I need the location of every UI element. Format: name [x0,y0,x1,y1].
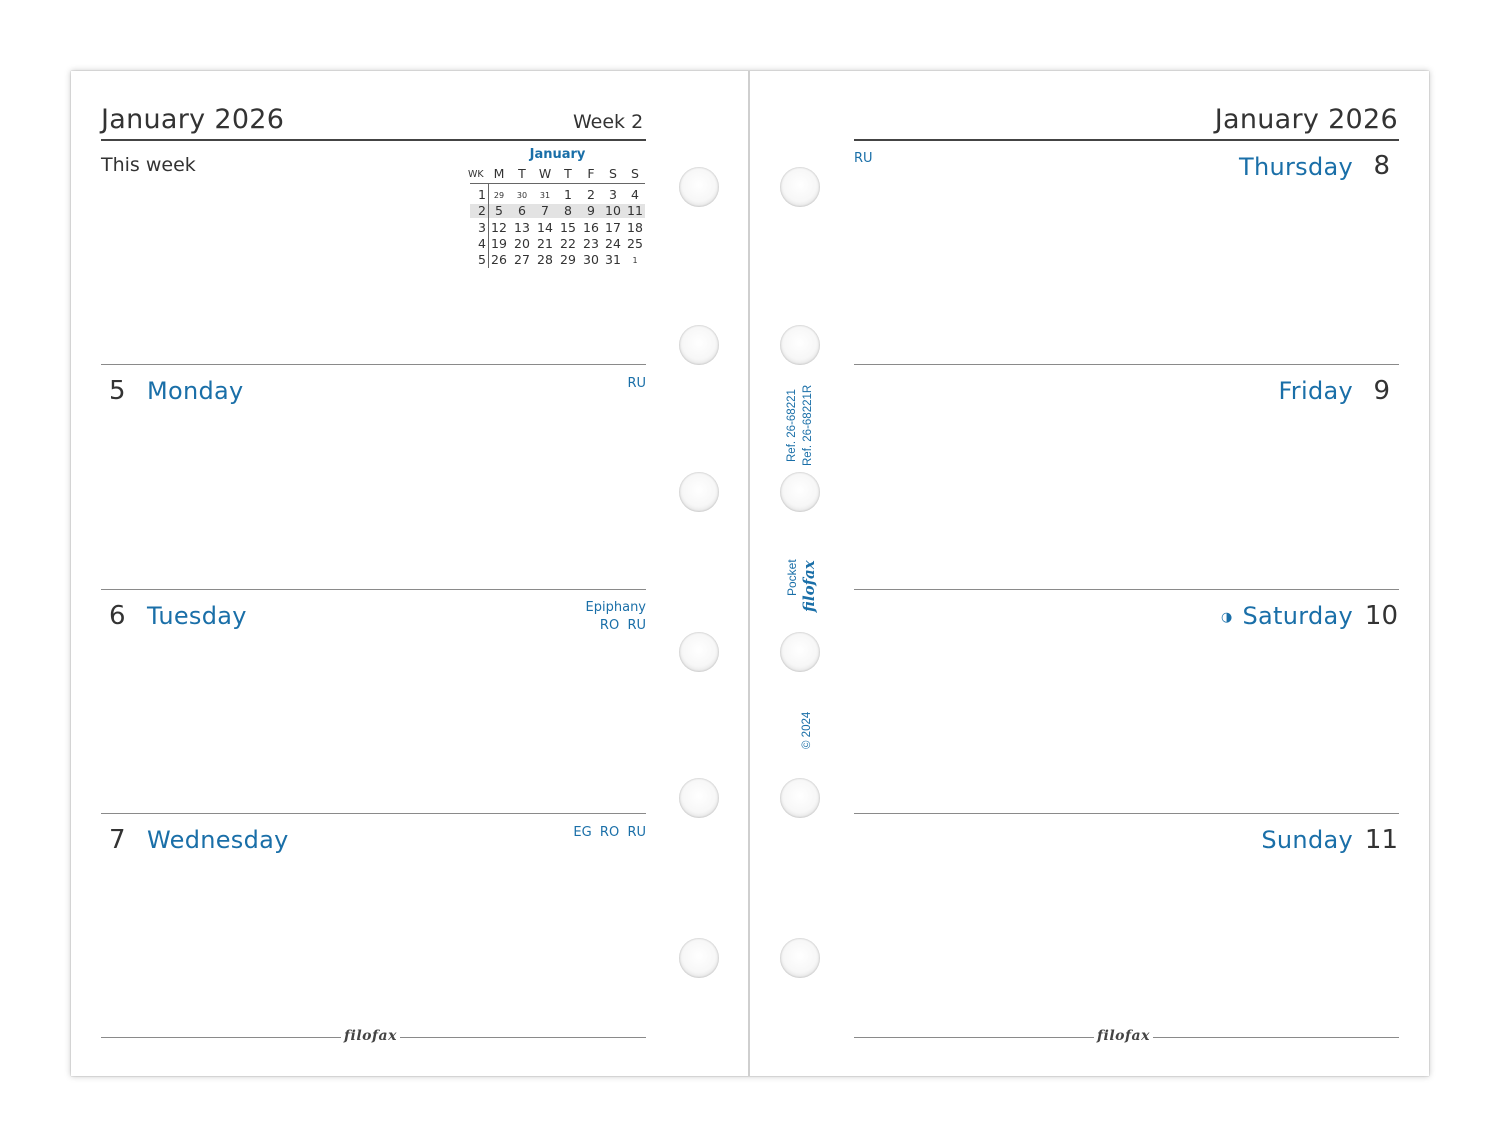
binder-hole [679,472,719,512]
mini-calendar-month: January [529,147,586,162]
mini-calendar-day: 9 [587,203,595,219]
mini-calendar-day: 20 [514,235,530,251]
mini-calendar-day: 13 [514,219,530,235]
mini-calendar-day: 1 [564,187,572,202]
filofax-logo-gutter: filofax [800,560,818,612]
day-name-friday: Friday [1278,377,1353,405]
mini-calendar-day: 6 [518,203,526,219]
day-name-thursday: Thursday [1239,153,1353,181]
reference-code-1: Ref. 26-68221 [786,389,798,462]
binder-hole [679,938,719,978]
mini-calendar-header-cell: W [538,166,552,181]
mini-calendar-header-rule [470,183,645,184]
holiday-note-wednesday: EG RO RU [573,825,646,840]
mini-calendar-day: 25 [627,235,643,251]
mini-calendar-day: 30 [516,191,528,200]
mini-calendar-day: 5 [495,203,503,219]
mini-calendar-day: 28 [537,252,553,268]
binder-hole [679,167,719,207]
day-divider [101,364,646,365]
mini-calendar-day: 4 [631,187,639,202]
mini-calendar-week-number: 5 [478,252,486,268]
day-number-tuesday: 6 [109,601,126,631]
mini-calendar-day: 31 [605,252,621,268]
mini-calendar-day: 31 [539,191,551,200]
mini-calendar-day: 1 [632,256,638,266]
binder-hole [780,632,820,672]
copyright: © 2024 [801,711,813,749]
mini-calendar-header-cell: T [518,166,526,181]
mini-calendar-header-cell: M [493,166,505,181]
mini-calendar-week-number: 4 [478,235,486,251]
holiday-note-tuesday-1: Epiphany [585,600,646,615]
binder-hole [780,472,820,512]
this-week-label: This week [101,154,196,176]
mini-calendar-day: 19 [491,235,507,251]
day-divider [101,813,646,814]
day-number-saturday: 10 [1364,601,1398,631]
holiday-note-tuesday-2: RO RU [599,618,646,633]
day-name-wednesday: Wednesday [147,826,289,854]
binder-hole [780,938,820,978]
center-gutter [748,71,750,1076]
mini-calendar-day: 2 [587,187,595,202]
binder-hole [780,778,820,818]
day-number-thursday: 8 [1373,151,1390,181]
holiday-note-thursday: RU [854,151,873,166]
binder-hole [679,778,719,818]
mini-calendar-day: 26 [491,252,507,268]
day-number-sunday: 11 [1364,825,1398,855]
right-header-rule [854,139,1399,141]
mini-calendar-day: 17 [605,219,621,235]
left-month-title: January 2026 [101,104,285,135]
binder-hole [780,167,820,207]
day-number-friday: 9 [1373,376,1390,406]
mini-calendar-day: 23 [583,235,599,251]
mini-calendar-day: 3 [609,187,617,202]
day-name-tuesday: Tuesday [147,602,247,630]
mini-calendar-day: 14 [537,219,553,235]
mini-calendar-day: 16 [583,219,599,235]
week-number: Week 2 [573,111,644,133]
mini-calendar-day: 27 [514,252,530,268]
mini-calendar-week-number: 1 [478,187,486,202]
day-name-monday: Monday [147,377,244,405]
left-header-rule [101,139,646,141]
mini-calendar-header-cell: F [587,166,595,181]
day-divider [854,589,1399,590]
mini-calendar-header-cell: S [631,166,639,181]
binder-hole [679,325,719,365]
mini-calendar-day: 11 [627,203,643,219]
day-number-monday: 5 [109,376,126,406]
mini-calendar-day: 22 [560,235,576,251]
mini-calendar-day: 12 [491,219,507,235]
day-name-saturday: Saturday [1242,602,1353,630]
mini-calendar-day: 10 [605,203,621,219]
day-divider [854,813,1399,814]
mini-calendar-header-cell: T [564,166,572,181]
mini-calendar-day: 30 [583,252,599,268]
planner-spread [71,71,1429,1076]
mini-calendar-day: 15 [560,219,576,235]
binder-hole [679,632,719,672]
filofax-logo-right: filofax [1094,1028,1153,1044]
mini-calendar-header-cell: S [609,166,617,181]
mini-calendar-header-cell: WK [468,169,484,180]
day-divider [101,589,646,590]
mini-calendar-day: 7 [541,203,549,219]
mini-calendar-day: 21 [537,235,553,251]
day-number-wednesday: 7 [109,825,126,855]
moon-phase-icon: ◑ [1221,610,1233,625]
mini-calendar-day: 8 [564,203,572,219]
right-month-title: January 2026 [1214,104,1398,135]
day-divider [854,364,1399,365]
filofax-logo-left: filofax [341,1028,400,1044]
reference-code-2: Ref. 26-68221R [802,384,814,466]
mini-calendar-day: 29 [560,252,576,268]
day-name-sunday: Sunday [1261,826,1353,854]
binder-hole [780,325,820,365]
mini-calendar-week-number: 2 [478,203,486,219]
holiday-note-monday: RU [627,376,646,391]
size-label: Pocket [785,559,799,596]
mini-calendar-day: 29 [493,191,505,200]
mini-calendar-week-number: 3 [478,219,486,235]
mini-calendar-day: 18 [627,219,643,235]
mini-calendar-day: 24 [605,235,621,251]
